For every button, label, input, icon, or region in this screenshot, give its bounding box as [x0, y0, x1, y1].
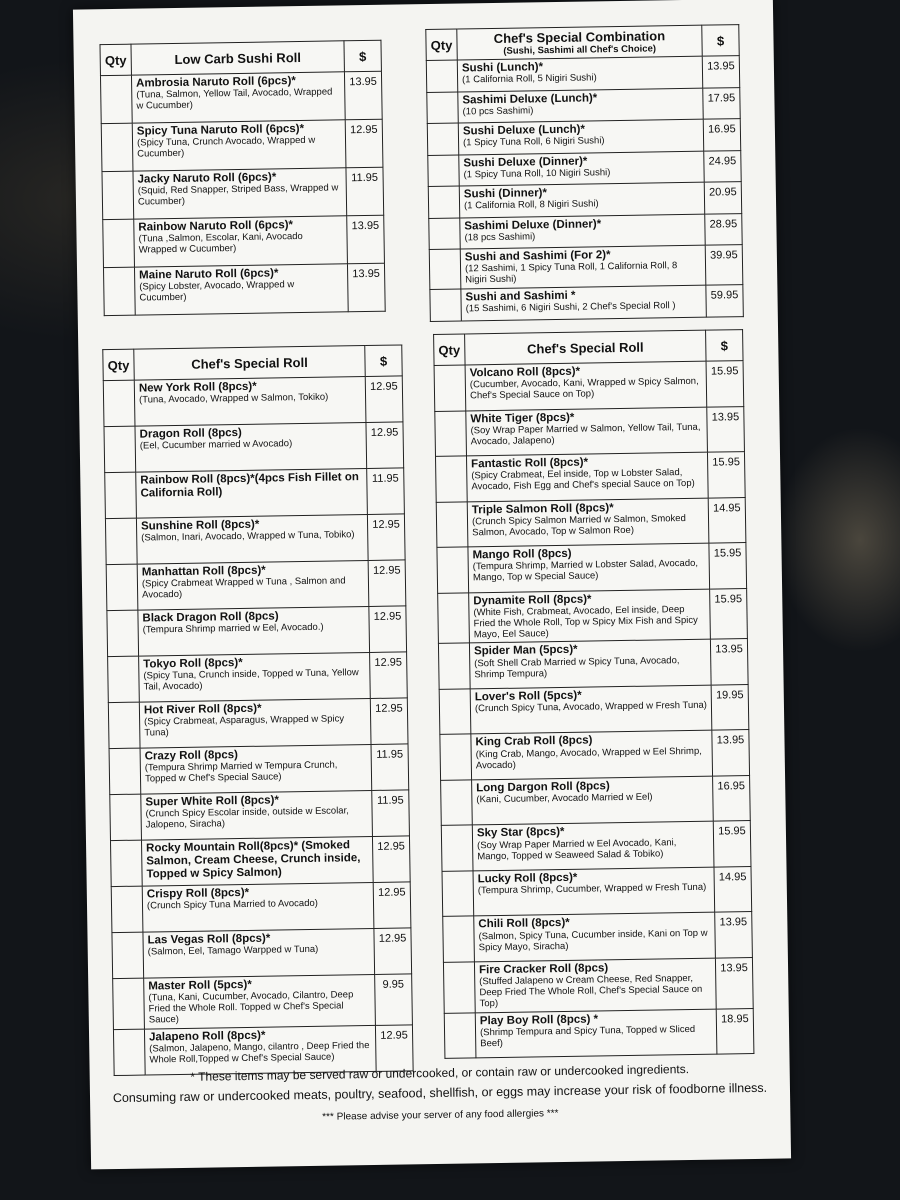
item-cell: [132, 120, 346, 171]
item-cell: [137, 561, 369, 611]
item-cell: [141, 836, 373, 886]
price-header: $: [702, 25, 739, 57]
chefs-special-roll-table-right: [433, 329, 754, 1059]
qty-cell: [111, 886, 143, 932]
item-name: Jacky Naruto Roll (6pcs)*: [137, 171, 277, 186]
menu-item-row: [440, 730, 750, 780]
menu-item-row: [435, 406, 745, 456]
menu-item-row: [113, 974, 413, 1030]
menu-item-row: [108, 652, 408, 703]
item-price: 16.95: [713, 776, 751, 822]
menu-item-row: [111, 882, 411, 933]
item-cell: [135, 423, 367, 473]
table-header-row: [103, 345, 402, 381]
menu-item-row: [103, 215, 385, 267]
section-title: Chef's Special Roll: [134, 346, 365, 381]
price-header: $: [706, 330, 743, 362]
item-price: 12.95: [366, 422, 404, 469]
item-description: (Spicy Crabmeat Wrapped w Tuna , Salmon and Avocado): [141, 575, 346, 601]
qty-cell: [108, 656, 140, 702]
menu-item-row: [429, 213, 742, 249]
menu-item-row: [103, 376, 403, 427]
qty-cell: [100, 75, 132, 123]
item-description: (Crunch Spicy Tuna, Avocado, Wrapped w Fresh Tuna): [474, 699, 708, 715]
item-name: Play Boy Roll (8pcs) *: [479, 1013, 599, 1028]
item-description: (18 pcs Sashimi): [464, 231, 536, 244]
item-description: (Soft Shell Crab Married w Spicy Tuna, Avocado, Shrimp Tempura): [474, 654, 680, 680]
menu-item-row: [108, 698, 408, 749]
price-header: $: [365, 345, 402, 377]
section-title: Low Carb Sushi Roll: [131, 41, 344, 75]
item-description: (Crunch Spicy Escolar inside, outside w Escolar, Jalopeno, Siracha): [145, 805, 349, 831]
item-price: 17.95: [703, 87, 740, 119]
item-name: Sashimi Deluxe (Dinner)*: [464, 217, 602, 232]
low-carb-sushi-roll-table: [99, 40, 385, 316]
qty-header: Qty: [103, 349, 134, 380]
item-price: 12.95: [365, 376, 403, 423]
item-name: Sushi Deluxe (Dinner)*: [463, 155, 588, 169]
item-name: Black Dragon Roll (8pcs): [142, 610, 279, 625]
item-name: Sky Star (8pcs)*: [476, 826, 565, 840]
qty-cell: [110, 794, 142, 840]
item-cell: [139, 652, 371, 702]
menu-item-row: [438, 639, 748, 689]
item-name: Dynamite Roll (8pcs)*: [473, 592, 592, 607]
menu-item-row: [435, 452, 745, 502]
item-cell: [474, 958, 716, 1013]
item-name: Lucky Roll (8pcs)*: [477, 871, 578, 886]
item-description: (Salmon, Spicy Tuna, Cucumber inside, Kani on Top w Spicy Mayo, Siracha): [478, 927, 708, 953]
menu-item-row: [436, 497, 746, 547]
item-name: Mango Roll (8pcs): [472, 547, 572, 562]
item-price: 15.95: [710, 588, 748, 640]
table-header-row: [426, 25, 739, 61]
menu-item-row: [443, 957, 753, 1013]
qty-cell: [103, 267, 135, 315]
item-description: (Stuffed Jalapeno w Cream Cheese, Red Snapper, Deep Fried The Whole Roll, Chef's Special Sauce on Top): [479, 973, 703, 1010]
item-description: (1 California Roll, 5 Nigiri Sushi): [462, 72, 597, 86]
item-cell: [461, 285, 706, 320]
menu-item-row: [426, 56, 739, 92]
table-header-row: [434, 330, 743, 366]
item-price: 9.95: [375, 974, 413, 1026]
item-price: 13.95: [715, 912, 753, 958]
menu-item-row: [437, 543, 747, 593]
item-price: 11.95: [367, 468, 405, 515]
item-name: Las Vegas Roll (8pcs)*: [147, 932, 271, 947]
item-name: Tokyo Roll (8pcs)*: [143, 656, 243, 671]
item-cell: [460, 245, 706, 289]
item-cell: [458, 88, 703, 123]
item-cell: [140, 744, 372, 794]
menu-item-row: [106, 560, 406, 611]
menu-item-row: [427, 87, 740, 123]
item-description: (Shrimp Tempura and Spicy Tuna, Topped w Sliced Beef): [479, 1024, 696, 1050]
qty-cell: [112, 932, 144, 978]
item-name: Fire Cracker Roll (8pcs): [478, 962, 609, 977]
menu-item-row: [442, 867, 752, 917]
item-cell: [134, 264, 348, 315]
qty-cell: [428, 155, 459, 187]
item-name: Jalapeno Roll (8pcs)*: [148, 1029, 266, 1044]
item-name: Hot River Roll (8pcs)*: [143, 702, 262, 717]
qty-cell: [104, 426, 136, 472]
item-name: Rocky Mountain Roll(8pcs)* (Smoked Salmon, Cream Cheese, Crunch inside, Topped w Spicy Salmon): [146, 839, 361, 881]
item-cell: [136, 515, 368, 565]
item-cell: [460, 214, 705, 249]
item-price: 12.95: [345, 119, 383, 168]
item-name: Sashimi Deluxe (Lunch)*: [462, 91, 598, 106]
item-description: (1 California Roll, 8 Nigiri Sushi): [463, 198, 599, 212]
item-description: (Tempura Shrimp married w Eel, Avocado.): [142, 621, 324, 636]
item-description: (1 Spicy Tuna Roll, 6 Nigiri Sushi): [462, 135, 605, 149]
item-price: 12.95: [367, 514, 405, 561]
item-name: Lover's Roll (5pcs)*: [474, 689, 582, 704]
menu-item-row: [439, 685, 749, 735]
item-name: Dragon Roll (8pcs): [139, 426, 242, 441]
qty-cell: [443, 916, 475, 962]
price-header: $: [344, 40, 381, 72]
qty-header: Qty: [426, 29, 457, 60]
qty-cell: [427, 92, 458, 124]
item-description: (Spicy Crabmeat, Eel inside, Top w Lobster Salad, Avocado, Fish Egg and Chef's special Sauce on Top): [471, 467, 695, 493]
qty-cell: [113, 1029, 145, 1075]
item-cell: [458, 119, 703, 154]
item-price: 14.95: [708, 497, 746, 543]
menu-item-row: [105, 468, 405, 519]
item-price: 12.95: [374, 928, 412, 975]
item-price: 39.95: [705, 245, 743, 286]
menu-item-row: [112, 928, 412, 979]
qty-cell: [107, 610, 139, 656]
item-price: 12.95: [370, 652, 408, 699]
menu-item-row: [107, 606, 407, 657]
qty-cell: [435, 456, 467, 502]
qty-cell: [441, 780, 473, 826]
menu-sheet: [73, 0, 791, 1169]
item-price: 11.95: [346, 167, 384, 216]
item-description: (Tempura Shrimp, Married w Lobster Salad, Avocado, Mango, Top w Special Sauce): [472, 558, 699, 584]
qty-cell: [105, 472, 137, 518]
qty-cell: [428, 186, 459, 218]
item-cell: [144, 974, 376, 1029]
item-description: (Soy Wrap Paper Married w Eel Avocado, Kani, Mango, Topped w Seaweed Salad & Tobiko): [477, 836, 677, 862]
menu-item-row: [444, 1008, 754, 1058]
item-description: (Crunch Spicy Tuna Married to Avocado): [146, 898, 319, 912]
item-description: (Salmon, Eel, Tamago Warpped w Tuna): [147, 944, 319, 958]
menu-item-row: [428, 182, 741, 218]
item-description: (King Crab, Mango, Avocado, Wrapped w Eel Shrimp, Avocado): [475, 745, 702, 771]
menu-item-row: [103, 263, 385, 315]
item-name: Master Roll (5pcs)*: [148, 978, 252, 993]
item-price: 15.95: [707, 452, 745, 498]
item-price: 11.95: [371, 744, 409, 791]
table-header-row: [100, 40, 381, 75]
item-name: Ambrosia Naruto Roll (6pcs)*: [136, 75, 296, 90]
item-name: Rainbow Roll (8pcs)*(4pcs Fish Fillet on California Roll): [140, 471, 359, 500]
qty-cell: [437, 547, 469, 593]
item-price: 24.95: [704, 150, 741, 182]
item-price: 19.95: [711, 685, 749, 731]
foodborne-illness-warning: Consuming raw or undercooked meats, poultry, seafood, shellfish, or eggs may increase your risk of foodborne illness.: [112, 1080, 768, 1106]
item-name: Rainbow Naruto Roll (6pcs)*: [138, 219, 294, 234]
item-cell: [138, 606, 370, 656]
item-name: Crazy Roll (8pcs): [144, 749, 239, 763]
section-subtitle: (Sushi, Sashimi all Chef's Choice): [503, 43, 657, 57]
item-cell: [469, 589, 711, 644]
item-description: (Salmon, Inari, Avocado, Wrapped w Tuna, Tobiko): [141, 529, 355, 544]
item-name: Maine Naruto Roll (6pcs)*: [139, 267, 279, 282]
item-cell: [131, 72, 345, 123]
item-cell: [141, 790, 373, 840]
menu-item-row: [441, 821, 751, 871]
item-name: Triple Salmon Roll (8pcs)*: [471, 501, 614, 516]
item-name: Fantastic Roll (8pcs)*: [471, 456, 589, 471]
item-price: 12.95: [368, 560, 406, 607]
item-cell: [467, 498, 709, 547]
item-cell: [134, 377, 366, 427]
allergy-notice: *** Please advise your server of any food allergies ***: [322, 1108, 559, 1123]
item-description: (Soy Wrap Paper Married w Salmon, Yellow Tail, Tuna, Avocado, Jalapeno): [470, 421, 701, 448]
item-name: Crispy Roll (8pcs)*: [146, 886, 250, 901]
item-cell: [134, 216, 348, 267]
item-description: (Tuna, Avocado, Wrapped w Salmon, Tokiko): [138, 391, 329, 406]
menu-item-row: [101, 119, 383, 171]
item-description: (12 Sashimi, 1 Spicy Tuna Roll, 1 California Roll, 8 Nigiri Sushi): [464, 260, 678, 286]
item-name: Super White Roll (8pcs)*: [145, 794, 280, 809]
qty-cell: [439, 689, 471, 735]
item-price: 13.95: [712, 730, 750, 776]
item-name: Sushi (Dinner)*: [463, 187, 548, 201]
menu-item-row: [430, 285, 743, 321]
item-price: 13.95: [347, 215, 385, 264]
menu-item-row: [109, 744, 409, 795]
item-price: 59.95: [706, 285, 743, 317]
item-name: Spider Man (5pcs)*: [473, 644, 578, 658]
item-cell: [472, 776, 714, 825]
item-price: 12.95: [370, 698, 408, 745]
qty-cell: [442, 871, 474, 917]
menu-item-row: [104, 422, 404, 473]
section-title: [457, 25, 702, 60]
item-name: Long Dargon Roll (8pcs): [476, 780, 610, 795]
item-name: Manhattan Roll (8pcs)*: [141, 564, 266, 579]
item-name: New York Roll (8pcs)*: [138, 380, 257, 395]
menu-item-row: [428, 150, 741, 186]
qty-cell: [103, 380, 135, 426]
item-price: 12.95: [375, 1025, 413, 1072]
menu-item-row: [427, 119, 740, 155]
menu-item-row: [434, 361, 744, 411]
item-cell: [142, 882, 374, 932]
qty-cell: [101, 123, 133, 171]
item-description: (Eel, Cucumber married w Avocado): [139, 438, 293, 452]
qty-cell: [106, 564, 138, 610]
item-name: Sushi Deluxe (Lunch)*: [462, 123, 586, 138]
item-cell: [470, 685, 712, 734]
item-cell: [471, 731, 713, 780]
item-description: (Spicy Tuna, Crunch Avocado, Wrapped w Cucumber): [136, 134, 316, 160]
item-cell: [457, 56, 702, 91]
item-price: 15.95: [706, 361, 744, 407]
item-price: 15.95: [709, 543, 747, 589]
item-cell: [136, 469, 368, 519]
item-description: (1 Spicy Tuna Roll, 10 Nigiri Sushi): [463, 166, 611, 181]
qty-cell: [435, 410, 467, 456]
item-description: (White Fish, Crabmeat, Avocado, Eel inside, Deep Fried the Whole Roll, Top w Spicy Mix Fish and Spicy Mayo, Eel Sauce): [473, 603, 698, 640]
item-name: White Tiger (8pcs)*: [470, 411, 575, 425]
item-name: Chili Roll (8pcs)*: [478, 917, 570, 931]
qty-cell: [110, 840, 142, 886]
qty-cell: [443, 962, 475, 1013]
item-cell: [474, 913, 716, 962]
chefs-special-roll-table-left: [102, 344, 413, 1076]
item-cell: [466, 407, 708, 456]
item-description: (Cucumber, Avocado, Kani, Wrapped w Spicy Salmon, Chef's Special Sauce on Top): [469, 376, 699, 402]
item-cell: [459, 182, 704, 217]
qty-cell: [444, 1013, 476, 1059]
menu-item-row: [105, 514, 405, 565]
item-cell: [459, 151, 704, 186]
chefs-special-combination-table: [425, 24, 744, 321]
qty-cell: [429, 249, 461, 290]
item-description: (Kani, Cucumber, Avocado Married w Eel): [476, 791, 653, 806]
item-cell: [465, 361, 707, 410]
item-price: 15.95: [713, 821, 751, 867]
item-price: 13.95: [344, 71, 382, 120]
qty-cell: [441, 825, 473, 871]
item-price: 13.95: [707, 406, 745, 452]
item-cell: [469, 640, 711, 689]
qty-cell: [438, 592, 470, 643]
item-description: (Tempura Shrimp, Cucumber, Wrapped w Fresh Tuna): [477, 881, 707, 897]
qty-cell: [438, 643, 470, 689]
qty-cell: [105, 518, 137, 564]
qty-cell: [113, 978, 145, 1029]
qty-cell: [430, 289, 461, 321]
item-cell: [475, 1009, 717, 1058]
item-description: (Tuna, Salmon, Yellow Tail, Avocado, Wrapped w Cucumber): [136, 86, 333, 112]
item-name: Sushi and Sashimi *: [465, 289, 576, 304]
item-cell: [133, 168, 347, 219]
item-price: 28.95: [705, 213, 742, 245]
item-price: 12.95: [372, 836, 410, 883]
item-description: (Squid, Red Snapper, Striped Bass, Wrapped w Cucumber): [137, 182, 339, 208]
item-name: King Crab Roll (8pcs): [475, 734, 593, 749]
item-price: 13.95: [702, 56, 739, 88]
item-name: Sushi and Sashimi (For 2)*: [464, 249, 611, 264]
item-price: 12.95: [373, 882, 411, 929]
item-description: (10 pcs Sashimi): [462, 105, 534, 118]
qty-cell: [426, 60, 457, 92]
item-description: (15 Sashimi, 6 Nigiri Sushi, 2 Chef's Special Roll ): [465, 300, 676, 315]
qty-cell: [427, 123, 458, 155]
qty-cell: [102, 171, 134, 219]
item-description: (Crunch Spicy Salmon Married w Salmon, Smoked Salmon, Avocado, Top w Salmon Roe): [471, 512, 686, 539]
menu-item-row: [100, 71, 382, 123]
item-price: 13.95: [347, 263, 385, 312]
menu-item-row: [443, 912, 753, 962]
item-description: (Spicy Lobster, Avocado, Wrapped w Cucumber): [139, 279, 295, 304]
menu-item-row: [110, 836, 410, 887]
item-price: 14.95: [714, 867, 752, 913]
qty-cell: [429, 218, 460, 250]
item-description: (Tuna ,Salmon, Escolar, Kani, Avocado Wrapped w Cucumber): [138, 231, 303, 256]
item-cell: [143, 928, 375, 978]
item-name: Volcano Roll (8pcs)*: [469, 365, 581, 380]
item-name: Sunshine Roll (8pcs)*: [140, 518, 260, 533]
qty-header: Qty: [100, 44, 131, 75]
item-price: 13.95: [710, 639, 748, 685]
item-cell: [473, 867, 715, 916]
item-description: (Tuna, Kani, Cucumber, Avocado, Cilantro, Deep Fried the Whole Roll. Topped w Chef's Special Sauce): [148, 989, 354, 1026]
menu-item-row: [441, 776, 751, 826]
qty-cell: [108, 702, 140, 748]
menu-item-row: [429, 245, 743, 290]
item-price: 18.95: [716, 1008, 754, 1054]
item-description: (Tempura Shrimp Married w Tempura Crunch, Topped w Chef's Special Sauce): [144, 759, 338, 785]
item-price: 16.95: [703, 119, 740, 151]
menu-item-row: [438, 588, 748, 644]
item-name: Sushi (Lunch)*: [461, 61, 544, 75]
menu-item-row: [102, 167, 384, 219]
qty-header: Qty: [434, 334, 465, 365]
item-price: 12.95: [369, 606, 407, 653]
item-description: (Salmon, Jalapeno, Mango, cilantro , Deep Fried the Whole Roll,Topped w Chef's Special Sauce): [149, 1040, 370, 1066]
qty-cell: [440, 734, 472, 780]
item-name: Spicy Tuna Naruto Roll (6pcs)*: [136, 122, 305, 138]
item-description: (Spicy Crabmeat, Asparagus, Wrapped w Spicy Tuna): [144, 713, 345, 739]
qty-cell: [434, 365, 466, 411]
section-title: Chef's Special Roll: [465, 330, 706, 365]
raw-food-notice: * These items may be served raw or undercooked, or contain raw or undercooked ingredients.: [190, 1062, 690, 1084]
item-cell: [466, 452, 708, 501]
menu-item-row: [110, 790, 410, 841]
section-title-text: Chef's Special Combination: [493, 28, 666, 46]
item-cell: [139, 698, 371, 748]
item-price: 13.95: [715, 957, 753, 1009]
qty-cell: [436, 501, 468, 547]
item-price: 20.95: [704, 182, 741, 214]
qty-cell: [103, 219, 135, 267]
qty-cell: [109, 748, 141, 794]
item-price: 11.95: [372, 790, 410, 837]
item-cell: [472, 822, 714, 871]
item-cell: [468, 543, 710, 592]
item-description: (Spicy Tuna, Crunch inside, Topped w Tuna, Yellow Tail, Avocado): [143, 667, 359, 693]
